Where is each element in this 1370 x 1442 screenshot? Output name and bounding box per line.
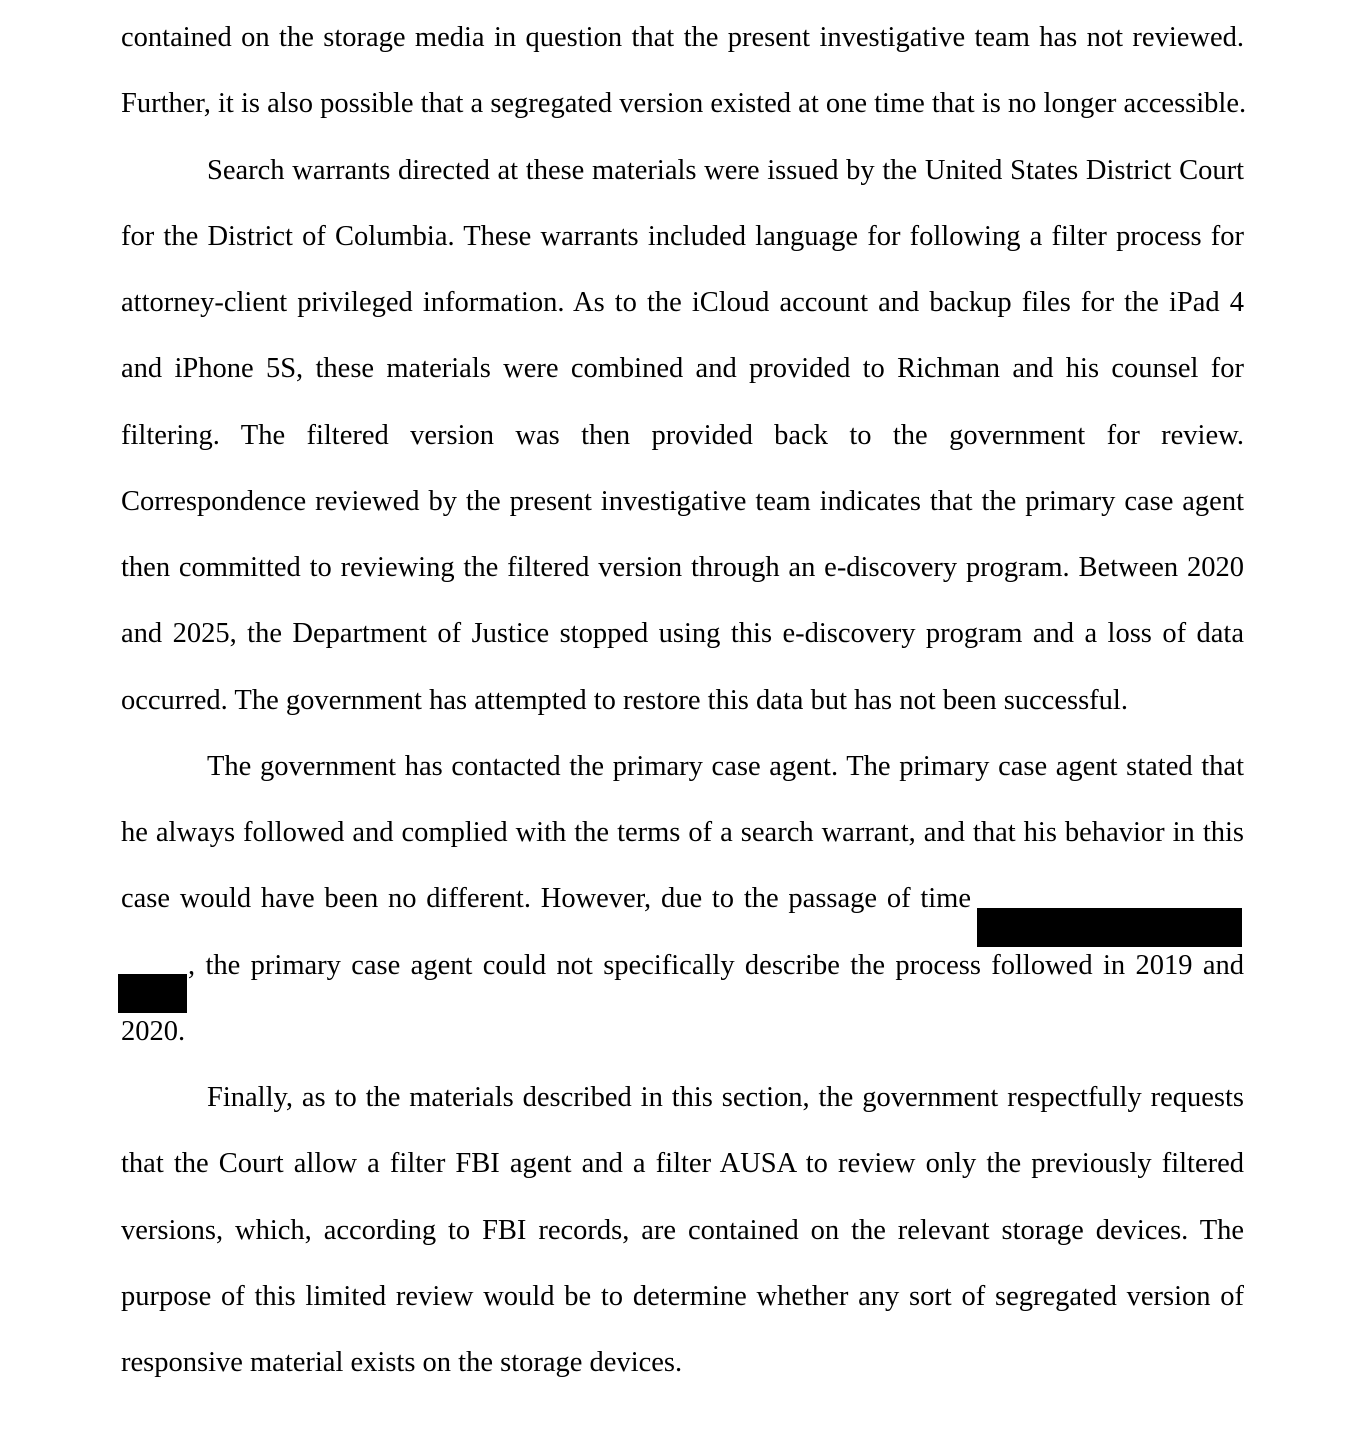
redaction-block-1: [977, 908, 1242, 947]
paragraph-search-warrants-line-1: Search warrants directed at these materials were issued by the United States District Court: [207, 155, 1244, 186]
text-line-8: Correspondence reviewed by the present investigative team indicates that the primary case agent: [121, 486, 1244, 517]
text-line-21: responsive material exists on the storage devices.: [121, 1347, 683, 1378]
paragraph-finally-line-1: Finally, as to the materials described in this section, the government respectfully requests: [207, 1082, 1244, 1113]
text-line-10: and 2025, the Department of Justice stopped using this e-discovery program and a loss of data: [121, 618, 1244, 649]
text-line-15: , the primary case agent could not specifically describe the process followed in 2019 and: [188, 950, 1244, 981]
text-line-11: occurred. The government has attempted to restore this data but has not been successful.: [121, 685, 1128, 716]
text-line-13: he always followed and complied with the terms of a search warrant, and that his behavior in this: [121, 817, 1244, 848]
text-line-14: case would have been no different. However, due to the passage of time: [121, 883, 971, 914]
text-line-7: filtering. The filtered version was then provided back to the government for review.: [121, 420, 1244, 451]
text-line-20: purpose of this limited review would be to determine whether any sort of segregated version of: [121, 1281, 1244, 1312]
paragraph-case-agent-line-1: The government has contacted the primary case agent. The primary case agent stated that: [207, 751, 1244, 782]
text-line-2: Further, it is also possible that a segregated version existed at one time that is no longer accessible.: [121, 88, 1247, 119]
text-line-6: and iPhone 5S, these materials were combined and provided to Richman and his counsel for: [121, 353, 1244, 384]
text-line-16: 2020.: [121, 1016, 186, 1047]
text-line-9: then committed to reviewing the filtered version through an e-discovery program. Between 2020: [121, 552, 1244, 583]
redaction-block-2: [118, 974, 187, 1013]
text-line-5: attorney-client privileged information. As to the iCloud account and backup files for the iPad 4: [121, 287, 1244, 318]
text-line-18: that the Court allow a filter FBI agent and a filter AUSA to review only the previously filtered: [121, 1148, 1244, 1179]
text-line-4: for the District of Columbia. These warrants included language for following a filter process for: [121, 221, 1244, 252]
text-line-1: contained on the storage media in question that the present investigative team has not reviewed.: [121, 22, 1244, 53]
text-line-19: versions, which, according to FBI records, are contained on the relevant storage devices. The: [121, 1215, 1244, 1246]
